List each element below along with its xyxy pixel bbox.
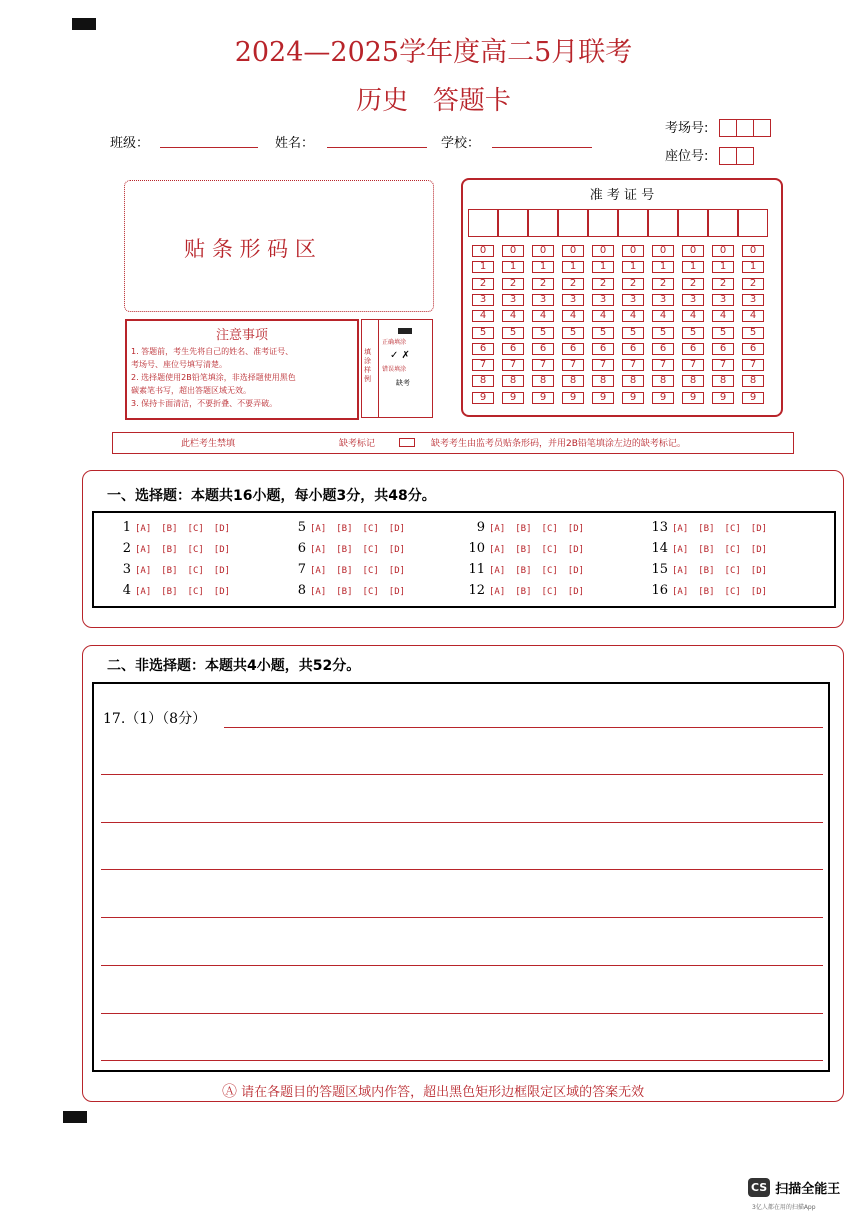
admission-digit-bubble[interactable]: 8 [562,375,584,387]
choice-option-bubble[interactable]: [D] [567,587,585,597]
question-number: 11 [468,562,485,577]
choice-option-bubble[interactable]: [B] [336,587,353,597]
question-number: 2 [122,541,131,556]
admission-digit-bubble[interactable]: 6 [592,343,614,355]
notice-line-3: 2. 选择题使用2B铅笔填涂，非选择题使用黑色 [131,373,296,382]
admission-digit-bubble[interactable]: 0 [562,245,584,257]
admission-digit-bubble[interactable]: 4 [712,310,734,322]
choice-question [288,583,415,598]
choice-option-bubble[interactable]: [D] [567,524,585,534]
absent-bar-mid: 缺考标记 [339,439,376,449]
choice-option-bubble[interactable]: [B] [515,566,532,576]
admission-digit-bubble[interactable]: 6 [742,343,764,355]
school-field[interactable] [492,147,592,148]
choice-option-bubble[interactable]: [C] [362,566,379,576]
admission-digit-bubble[interactable]: 3 [622,294,644,306]
choice-option-bubble[interactable]: [A] [672,524,689,534]
admission-digit-bubble[interactable]: 2 [502,278,524,290]
admission-digit-bubble[interactable]: 0 [682,245,704,257]
admission-number-cell[interactable] [528,209,558,237]
admission-digit-bubble[interactable]: 4 [682,310,704,322]
admission-digit-bubble[interactable]: 7 [622,359,644,371]
admission-digit-bubble[interactable]: 9 [502,392,524,404]
admission-title: 准 考 证 号 [589,188,655,203]
notice-line-1: 1. 答题前，考生先将自己的姓名、准考证号、 [131,347,294,356]
admission-digit-bubble[interactable]: 2 [562,278,584,290]
admission-digit-bubble[interactable]: 6 [502,343,524,355]
choice-section-title: 一、选择题：本题共16小题，每小题3分，共48分。 [107,488,436,504]
choice-question [288,562,415,577]
admission-digit-bubble[interactable]: 3 [472,294,494,306]
choice-option-bubble[interactable]: [C] [724,545,741,555]
choice-section [82,470,844,628]
question-number: 6 [297,541,306,556]
choice-option-bubble[interactable]: [A] [310,524,327,534]
fill-sample-side-label: 填涂样例 [364,348,371,383]
choice-option-bubble[interactable]: [A] [310,545,327,555]
choice-option-bubble[interactable]: [D] [213,566,231,576]
admission-digit-bubble[interactable]: 8 [712,375,734,387]
admission-number-cell[interactable] [468,209,498,237]
choice-option-bubble[interactable]: [D] [388,566,406,576]
admission-digit-bubble[interactable]: 0 [532,245,554,257]
alignment-marker-top [72,18,96,30]
admission-digit-bubble[interactable]: 6 [622,343,644,355]
admission-number-cell[interactable] [708,209,738,237]
choice-option-bubble[interactable]: [D] [388,587,406,597]
admission-digit-bubble[interactable]: 4 [472,310,494,322]
admission-digit-bubble[interactable]: 8 [742,375,764,387]
admission-digit-bubble[interactable]: 8 [622,375,644,387]
admission-digit-bubble[interactable]: 0 [652,245,674,257]
name-field[interactable] [327,147,427,148]
admission-digit-bubble[interactable]: 3 [652,294,674,306]
choice-option-bubble[interactable]: [C] [724,587,741,597]
admission-digit-bubble[interactable]: 5 [562,327,584,339]
question-17-label: 17.（1）（8分） [103,711,207,727]
choice-option-bubble[interactable]: [D] [388,524,406,534]
exam-room-boxes[interactable] [720,117,771,137]
admission-digit-bubble[interactable]: 4 [742,310,764,322]
choice-option-bubble[interactable]: [C] [541,545,558,555]
admission-number-cell[interactable] [738,209,768,237]
fill-sample-correct-mark [398,328,412,334]
choice-option-bubble[interactable]: [D] [388,545,406,555]
answer-line-first[interactable] [224,727,823,728]
admission-digit-bubble[interactable]: 3 [742,294,764,306]
admission-digit-bubble[interactable]: 9 [652,392,674,404]
answer-line[interactable] [101,1060,823,1061]
choice-question [467,583,594,598]
admission-digit-bubble[interactable]: 4 [592,310,614,322]
admission-digit-bubble[interactable]: 1 [532,261,554,273]
admission-digit-bubble[interactable]: 5 [712,327,734,339]
notice-box [125,319,359,420]
admission-digit-bubble[interactable]: 5 [472,327,494,339]
scanner-name: 扫描全能王 [775,1182,841,1197]
admission-digit-bubble[interactable]: 6 [562,343,584,355]
admission-digit-bubble[interactable]: 5 [682,327,704,339]
question-number: 10 [468,541,485,556]
exam-room-label: 考场号: [665,121,709,136]
admission-digit-bubble[interactable]: 1 [622,261,644,273]
question-number: 4 [122,583,131,598]
answer-line[interactable] [101,1013,823,1014]
barcode-area [124,180,434,312]
admission-digit-bubble[interactable]: 3 [562,294,584,306]
admission-digit-bubble[interactable]: 7 [502,359,524,371]
footer-warning [222,1080,644,1101]
question-number: 14 [651,541,668,556]
choice-option-bubble[interactable]: [B] [698,566,715,576]
question-number: 16 [651,583,668,598]
admission-digit-bubble[interactable]: 7 [472,359,494,371]
scanner-watermark [748,1177,840,1197]
admission-digit-bubble[interactable]: 1 [742,261,764,273]
admission-digit-bubble[interactable]: 7 [742,359,764,371]
choice-option-bubble[interactable]: [C] [187,545,204,555]
choice-option-bubble[interactable]: [A] [310,566,327,576]
admission-digit-bubble[interactable]: 9 [532,392,554,404]
admission-digit-bubble[interactable]: 4 [532,310,554,322]
admission-number-cell[interactable] [498,209,528,237]
admission-digit-bubble[interactable]: 3 [592,294,614,306]
choice-option-bubble[interactable]: [C] [541,524,558,534]
choice-option-bubble[interactable]: [C] [187,587,204,597]
choice-question [288,520,415,535]
admission-digit-bubble[interactable]: 8 [592,375,614,387]
choice-option-bubble[interactable]: [B] [515,524,532,534]
admission-digit-bubble[interactable]: 1 [592,261,614,273]
choice-option-bubble[interactable]: [B] [161,587,178,597]
choice-question [113,541,240,556]
choice-question [650,541,777,556]
admission-digit-bubble[interactable]: 3 [502,294,524,306]
choice-option-bubble[interactable]: [A] [135,524,152,534]
choice-option-bubble[interactable]: [C] [724,524,741,534]
choice-option-bubble[interactable]: [D] [567,545,585,555]
admission-digit-bubble[interactable]: 5 [592,327,614,339]
fill-sample-box [361,319,433,418]
admission-digit-bubble[interactable]: 7 [682,359,704,371]
choice-option-bubble[interactable]: [A] [489,545,506,555]
admission-digit-bubble[interactable]: 6 [652,343,674,355]
choice-option-bubble[interactable]: [D] [750,587,768,597]
admission-digit-bubble[interactable]: 2 [592,278,614,290]
admission-digit-bubble[interactable]: 5 [652,327,674,339]
admission-digit-bubble[interactable]: 0 [502,245,524,257]
admission-digit-bubble[interactable]: 4 [502,310,524,322]
page-subtitle: 历史 答题卡 [356,86,511,116]
admission-digit-bubble[interactable]: 8 [472,375,494,387]
admission-digit-bubble[interactable]: 5 [622,327,644,339]
notice-line-2: 考场号、座位号填写清楚。 [131,360,227,369]
choice-option-bubble[interactable]: [B] [161,524,178,534]
absent-mark-box[interactable] [399,438,415,447]
admission-digit-bubble[interactable]: 6 [682,343,704,355]
choice-option-bubble[interactable]: [B] [336,566,353,576]
admission-digit-bubble[interactable]: 0 [472,245,494,257]
choice-option-bubble[interactable]: [A] [672,566,689,576]
question-number: 12 [468,583,485,598]
admission-digit-bubble[interactable]: 0 [592,245,614,257]
choice-option-bubble[interactable]: [D] [567,566,585,576]
absent-bar-left: 此栏考生禁填 [181,439,236,449]
admission-digit-bubble[interactable]: 8 [682,375,704,387]
choice-question [113,520,240,535]
answer-line[interactable] [101,965,823,966]
admission-number-cell[interactable] [588,209,618,237]
notice-title: 注意事项 [215,328,268,343]
admission-digit-bubble[interactable]: 3 [682,294,704,306]
admission-digit-bubble[interactable]: 9 [472,392,494,404]
question-number: 9 [476,520,485,535]
admission-number-cell[interactable] [678,209,708,237]
admission-digit-bubble[interactable]: 5 [532,327,554,339]
choice-option-bubble[interactable]: [A] [672,587,689,597]
question-number: 13 [651,520,668,535]
seat-boxes[interactable] [720,145,754,165]
page-title: 2024—2025学年度高二5月联考 [234,37,633,68]
admission-digit-bubble[interactable]: 4 [622,310,644,322]
admission-digit-bubble[interactable]: 1 [682,261,704,273]
admission-digit-bubble[interactable]: 7 [562,359,584,371]
admission-digit-bubble[interactable]: 1 [472,261,494,273]
admission-number-cell[interactable] [648,209,678,237]
choice-option-bubble[interactable]: [A] [489,524,506,534]
fill-sample-top-label: 正确填涂 [382,339,407,346]
admission-digit-bubble[interactable]: 1 [652,261,674,273]
choice-question [650,562,777,577]
choice-question [113,583,240,598]
admission-digit-bubble[interactable]: 1 [712,261,734,273]
admission-digit-bubble[interactable]: 8 [502,375,524,387]
notice-line-4: 碳素笔书写，超出答题区域无效。 [131,386,251,395]
admission-digit-bubble[interactable]: 9 [682,392,704,404]
admission-digit-bubble[interactable]: 2 [682,278,704,290]
choice-question [467,562,594,577]
admission-digit-bubble[interactable]: 7 [592,359,614,371]
choice-question [467,520,594,535]
absent-bar-right: 缺考考生由监考员贴条形码，并用2B铅笔填涂左边的缺考标记。 [431,439,686,449]
admission-digit-bubble[interactable]: 5 [502,327,524,339]
choice-option-bubble[interactable]: [A] [135,545,152,555]
barcode-label: 贴 条 形 码 区 [184,237,316,261]
choice-question [650,520,777,535]
admission-digit-bubble[interactable]: 8 [652,375,674,387]
question-number: 3 [122,562,131,577]
essay-section-title: 二、非选择题：本题共4小题，共52分。 [107,658,361,674]
admission-digit-bubble[interactable]: 2 [652,278,674,290]
admission-digit-bubble[interactable]: 7 [712,359,734,371]
admission-digit-bubble[interactable]: 6 [712,343,734,355]
admission-digit-bubble[interactable]: 9 [712,392,734,404]
choice-option-bubble[interactable]: [D] [213,545,231,555]
choice-question [288,541,415,556]
choice-option-bubble[interactable]: [C] [724,566,741,576]
admission-digit-bubble[interactable]: 9 [742,392,764,404]
admission-digit-bubble[interactable]: 2 [532,278,554,290]
choice-option-bubble[interactable]: [B] [336,524,353,534]
notice-line-5: 3. 保持卡面清洁，不要折叠、不要弄破。 [131,399,278,408]
class-field[interactable] [160,147,258,148]
class-label: 班级： [110,136,150,151]
absent-bar [112,432,794,454]
admission-digit-bubble[interactable]: 0 [622,245,644,257]
admission-digit-bubble[interactable]: 3 [532,294,554,306]
admission-digit-bubble[interactable]: 3 [712,294,734,306]
question-number: 7 [297,562,306,577]
question-number: 8 [297,583,306,598]
choice-option-bubble[interactable]: [C] [187,566,204,576]
scanner-logo: CS [748,1178,770,1197]
admission-digit-bubble[interactable]: 2 [472,278,494,290]
fill-sample-absent-label: 缺考 [396,379,410,387]
admission-number-box [461,178,783,417]
choice-option-bubble[interactable]: [B] [161,545,178,555]
choice-option-bubble[interactable]: [A] [135,566,152,576]
choice-option-bubble[interactable]: [B] [515,587,532,597]
choice-option-bubble[interactable]: [D] [750,524,768,534]
admission-digit-bubble[interactable]: 4 [652,310,674,322]
choice-option-bubble[interactable]: [C] [362,545,379,555]
choice-option-bubble[interactable]: [B] [515,545,532,555]
question-number: 15 [651,562,668,577]
admission-digit-bubble[interactable]: 1 [562,261,584,273]
choice-option-bubble[interactable]: [B] [698,524,715,534]
admission-number-cell[interactable] [618,209,648,237]
admission-digit-bubble[interactable]: 2 [742,278,764,290]
fill-sample-mid-label: 错误填涂 [382,366,407,373]
choice-option-bubble[interactable]: [D] [213,587,231,597]
name-label: 姓名： [275,136,315,151]
choice-option-bubble[interactable]: [C] [541,566,558,576]
choice-question [113,562,240,577]
admission-digit-bubble[interactable]: 5 [742,327,764,339]
admission-digit-bubble[interactable]: 0 [712,245,734,257]
fill-sample-divider [378,320,379,417]
choice-option-bubble[interactable]: [B] [161,566,178,576]
choice-option-bubble[interactable]: [A] [310,587,327,597]
choice-option-bubble[interactable]: [B] [336,545,353,555]
admission-number-cell[interactable] [558,209,588,237]
admission-digit-bubble[interactable]: 8 [532,375,554,387]
question-number: 1 [122,520,131,535]
admission-digit-bubble[interactable]: 9 [592,392,614,404]
admission-digit-bubble[interactable]: 1 [502,261,524,273]
admission-digit-bubble[interactable]: 7 [532,359,554,371]
choice-option-bubble[interactable]: [C] [187,524,204,534]
choice-option-bubble[interactable]: [A] [489,587,506,597]
choice-option-bubble[interactable]: [D] [750,545,768,555]
admission-digit-bubble[interactable]: 9 [562,392,584,404]
choice-option-bubble[interactable]: [C] [362,587,379,597]
answer-line[interactable] [101,869,823,870]
question-number: 5 [297,520,306,535]
admission-digit-bubble[interactable]: 0 [742,245,764,257]
warning-icon: Ⓐ [222,1082,238,1100]
choice-option-bubble[interactable]: [B] [698,545,715,555]
admission-digit-bubble[interactable]: 2 [622,278,644,290]
choice-option-bubble[interactable]: [A] [135,587,152,597]
choice-option-bubble[interactable]: [C] [362,524,379,534]
choice-option-bubble[interactable]: [A] [672,545,689,555]
choice-option-bubble[interactable]: [B] [698,587,715,597]
fill-sample-wrong-marks: ✓ ✗ [390,350,410,361]
answer-line[interactable] [101,917,823,918]
choice-option-bubble[interactable]: [D] [750,566,768,576]
choice-option-bubble[interactable]: [A] [489,566,506,576]
choice-option-bubble[interactable]: [C] [541,587,558,597]
admission-digit-bubble[interactable]: 6 [472,343,494,355]
scanner-tagline: 3亿人都在用的扫描App [752,1204,816,1211]
choice-question [467,541,594,556]
seat-label: 座位号: [665,149,709,164]
alignment-marker-bottom [63,1111,87,1123]
choice-option-bubble[interactable]: [D] [213,524,231,534]
admission-digit-bubble[interactable]: 9 [622,392,644,404]
admission-digit-bubble[interactable]: 7 [652,359,674,371]
answer-line[interactable] [101,774,823,775]
admission-digit-bubble[interactable]: 4 [562,310,584,322]
choice-question [650,583,777,598]
admission-digit-bubble[interactable]: 6 [532,343,554,355]
footer-warning-text: 请在各题目的答题区域内作答，超出黑色矩形边框限定区域的答案无效 [241,1085,645,1100]
answer-line[interactable] [101,822,823,823]
admission-digit-bubble[interactable]: 2 [712,278,734,290]
school-label: 学校： [441,136,481,151]
